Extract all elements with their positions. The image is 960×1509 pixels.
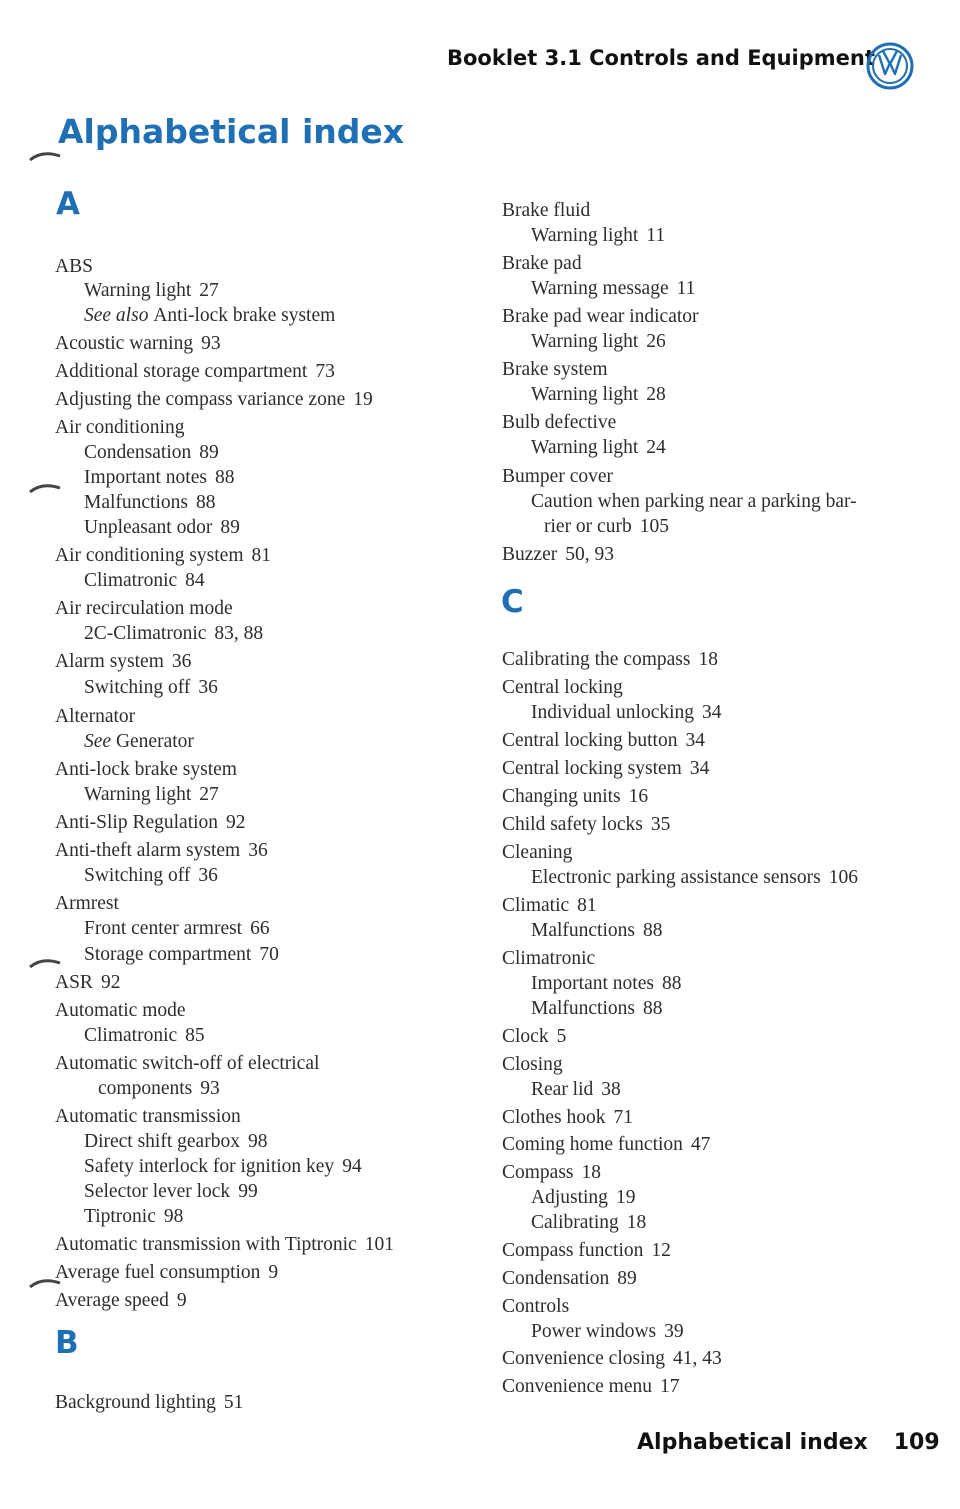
entry-term: Rear lid — [531, 1079, 594, 1100]
right-index-entry — [531, 1211, 646, 1235]
right-index-entry — [531, 1078, 621, 1102]
left-index-entry — [84, 676, 218, 700]
entry-term: Storage compartment — [84, 944, 252, 965]
entry-term: Condensation — [502, 1268, 610, 1289]
right-index-entry — [502, 252, 582, 276]
entry-term: Climatronic — [84, 570, 178, 591]
left-index-entry — [55, 332, 221, 356]
right-index-entry — [502, 676, 623, 700]
entry-page-number: 92 — [100, 972, 121, 993]
entry-term: Malfunctions — [531, 998, 635, 1019]
left-index-entry — [55, 1261, 278, 1285]
entry-page-number: 18 — [626, 1212, 647, 1233]
entry-term: Selector lever lock — [84, 1181, 231, 1202]
right-index-entry — [502, 813, 670, 837]
entry-page-number: 36 — [248, 840, 268, 861]
left-index-entry — [84, 864, 218, 888]
entry-term: Safety interlock for ignition key — [84, 1156, 335, 1177]
entry-term: Bulb defective — [502, 412, 617, 433]
entry-term: Important notes — [84, 467, 207, 488]
entry-term: Background lighting — [55, 1392, 216, 1413]
right-index-entry — [531, 277, 695, 301]
entry-term: Anti-Slip Regulation — [55, 812, 219, 833]
left-index-entry — [55, 971, 120, 995]
entry-page-number: 81 — [577, 895, 597, 916]
entry-page-number: 41, 43 — [673, 1348, 722, 1369]
left-index-entry — [84, 1130, 267, 1154]
entry-term: Child safety locks — [502, 814, 643, 835]
left-index-entry — [84, 783, 219, 807]
entry-page-number: 89 — [617, 1268, 637, 1289]
entry-term: Warning light — [84, 280, 192, 301]
entry-page-number: 98 — [163, 1206, 184, 1227]
left-index-entry — [55, 892, 119, 916]
entry-page-number: 19 — [353, 389, 373, 410]
entry-page-number: 92 — [226, 812, 246, 833]
see-reference-prefix: See — [84, 731, 116, 752]
left-index-entry — [55, 758, 237, 782]
right-index-entry — [502, 1025, 566, 1049]
right-index-entry — [531, 490, 857, 514]
entry-term: Generator — [115, 731, 194, 752]
margin-mark — [28, 955, 64, 975]
right-index-entry — [502, 1295, 569, 1319]
entry-term: Caution when parking near a parking bar- — [531, 491, 857, 512]
entry-term: Climatic — [502, 895, 570, 916]
left-index-entry — [55, 255, 93, 279]
right-index-entry — [502, 1267, 637, 1291]
entry-term: Power windows — [531, 1321, 657, 1342]
left-index-entry — [55, 388, 373, 412]
booklet-header: Booklet 3.1 Controls and Equipment — [447, 46, 875, 70]
entry-term: Alternator — [55, 706, 136, 727]
page-footer — [637, 1430, 940, 1455]
left-index-entry — [84, 622, 263, 646]
entry-page-number: 39 — [664, 1321, 684, 1342]
entry-term: Front center armrest — [84, 918, 243, 939]
left-index-entry — [55, 705, 135, 729]
entry-page-number: 73 — [315, 361, 335, 382]
entry-term: Armrest — [55, 893, 119, 914]
entry-term: Brake fluid — [502, 200, 591, 221]
left-index-entry — [55, 544, 271, 568]
entry-term: Acoustic warning — [55, 333, 194, 354]
right-index-entry — [502, 841, 572, 865]
entry-page-number: 36 — [171, 651, 192, 672]
entry-page-number: 16 — [628, 786, 649, 807]
entry-page-number: 12 — [651, 1240, 671, 1261]
page-title: Alphabetical index — [58, 112, 405, 151]
right-index-entry — [531, 866, 858, 890]
left-index-entry — [55, 416, 184, 440]
entry-page-number: 27 — [199, 784, 219, 805]
entry-term: Climatronic — [502, 948, 596, 969]
entry-term: Calibrating — [531, 1212, 619, 1233]
section-letter-a: A — [56, 186, 80, 222]
entry-term: Central locking system — [502, 758, 682, 779]
right-index-entry — [531, 1320, 684, 1344]
left-index-entry — [84, 730, 194, 754]
left-index-entry — [84, 279, 219, 303]
entry-page-number: 51 — [223, 1392, 244, 1413]
entry-page-number: 34 — [685, 730, 705, 751]
entry-term: Tiptronic — [84, 1206, 156, 1227]
entry-page-number: 35 — [650, 814, 671, 835]
entry-term: Anti-lock brake system — [55, 759, 237, 780]
entry-page-number: 34 — [689, 758, 710, 779]
entry-page-number: 26 — [646, 331, 666, 352]
entry-page-number: 9 — [176, 1290, 187, 1311]
right-index-entry — [502, 757, 709, 781]
entry-term: Automatic mode — [55, 1000, 186, 1021]
entry-term: Coming home function — [502, 1134, 683, 1155]
entry-term: Additional storage compartment — [55, 361, 308, 382]
entry-term: Compass — [502, 1162, 574, 1183]
entry-page-number: 85 — [185, 1025, 205, 1046]
right-index-entry — [502, 1106, 633, 1130]
right-index-entry — [502, 785, 648, 809]
entry-term: Cleaning — [502, 842, 573, 863]
entry-page-number: 28 — [646, 384, 666, 405]
left-index-entry — [84, 1024, 205, 1048]
entry-term: Climatronic — [84, 1025, 178, 1046]
vw-logo-icon — [866, 42, 914, 90]
entry-page-number: 38 — [601, 1079, 621, 1100]
left-index-entry — [84, 466, 234, 490]
left-index-entry — [84, 491, 215, 515]
left-index-entry — [84, 1155, 362, 1179]
entry-term: Brake pad — [502, 253, 582, 274]
entry-term: Central locking — [502, 677, 623, 698]
right-index-entry — [502, 465, 613, 489]
right-index-entry — [531, 224, 665, 248]
entry-term: Air conditioning system — [55, 545, 244, 566]
entry-term: Malfunctions — [531, 920, 635, 941]
entry-term: Anti-theft alarm system — [55, 840, 241, 861]
right-index-entry — [531, 330, 666, 354]
entry-term: Automatic transmission with Tiptronic — [55, 1234, 357, 1255]
left-index-entry — [55, 1052, 319, 1076]
right-index-entry — [502, 947, 595, 971]
entry-page-number: 11 — [646, 225, 666, 246]
left-index-entry — [55, 1233, 394, 1257]
page-number: 109 — [893, 1430, 940, 1455]
entry-page-number: 17 — [660, 1376, 680, 1397]
right-index-entry — [502, 199, 590, 223]
entry-page-number: 88 — [642, 998, 663, 1019]
entry-term: Convenience menu — [502, 1376, 652, 1397]
entry-term: Electronic parking assistance sensors — [531, 867, 821, 888]
right-index-entry — [502, 648, 718, 672]
entry-page-number: 71 — [613, 1107, 633, 1128]
entry-term: Alarm system — [55, 651, 164, 672]
right-index-entry — [502, 305, 699, 329]
entry-term: Convenience closing — [502, 1348, 665, 1369]
entry-term: Compass function — [502, 1240, 644, 1261]
entry-page-number: 9 — [268, 1262, 279, 1283]
right-index-entry — [531, 701, 722, 725]
entry-page-number: 88 — [661, 973, 682, 994]
entry-page-number: 47 — [690, 1134, 711, 1155]
entry-term: Switching off — [84, 677, 191, 698]
entry-term: Condensation — [84, 442, 192, 463]
entry-page-number: 88 — [642, 920, 663, 941]
entry-term: Calibrating the compass — [502, 649, 691, 670]
entry-page-number: 70 — [259, 944, 279, 965]
left-index-entry — [84, 441, 219, 465]
right-index-entry — [531, 436, 666, 460]
left-index-entry — [55, 1391, 243, 1415]
right-index-entry — [544, 515, 669, 539]
right-index-entry — [531, 1186, 635, 1210]
entry-term: Changing units — [502, 786, 621, 807]
entry-term: rier or curb — [544, 516, 632, 537]
left-index-entry — [84, 304, 335, 328]
left-index-entry — [55, 360, 335, 384]
entry-term: Warning light — [531, 437, 639, 458]
entry-term: Warning light — [531, 225, 639, 246]
margin-mark — [28, 148, 64, 168]
entry-page-number: 99 — [238, 1181, 258, 1202]
entry-term: Average fuel consumption — [55, 1262, 261, 1283]
entry-page-number: 105 — [639, 516, 669, 537]
entry-page-number: 94 — [342, 1156, 362, 1177]
entry-term: Brake pad wear indicator — [502, 306, 699, 327]
entry-term: Warning light — [531, 384, 639, 405]
entry-term: Individual unlocking — [531, 702, 695, 723]
entry-page-number: 36 — [198, 677, 218, 698]
entry-page-number: 93 — [200, 1078, 220, 1099]
left-index-entry — [84, 516, 240, 540]
entry-term: Clock — [502, 1026, 549, 1047]
left-index-entry — [55, 839, 268, 863]
entry-term: Adjusting — [531, 1187, 608, 1208]
entry-term: Air conditioning — [55, 417, 185, 438]
right-index-entry — [502, 894, 597, 918]
entry-page-number: 24 — [646, 437, 666, 458]
right-index-entry — [502, 1161, 601, 1185]
entry-page-number: 101 — [364, 1234, 394, 1255]
entry-term: Controls — [502, 1296, 570, 1317]
right-index-entry — [502, 358, 608, 382]
right-index-entry — [502, 1347, 722, 1371]
entry-term: ASR — [55, 972, 93, 993]
entry-page-number: 88 — [195, 492, 216, 513]
entry-page-number: 18 — [698, 649, 718, 670]
entry-term: Automatic switch-off of electrical — [55, 1053, 320, 1074]
entry-page-number: 89 — [220, 517, 240, 538]
left-index-entry — [98, 1077, 220, 1101]
left-index-entry — [84, 1180, 258, 1204]
entry-page-number: 106 — [828, 867, 858, 888]
right-index-entry — [531, 919, 662, 943]
entry-page-number: 83, 88 — [214, 623, 264, 644]
entry-page-number: 19 — [615, 1187, 636, 1208]
entry-term: Warning light — [531, 331, 639, 352]
section-letter-c: C — [501, 584, 524, 620]
entry-page-number: 34 — [702, 702, 722, 723]
entry-page-number: 81 — [251, 545, 271, 566]
left-index-entry — [55, 597, 233, 621]
left-index-entry — [55, 999, 186, 1023]
margin-mark — [28, 1275, 64, 1295]
entry-term: ABS — [55, 256, 93, 277]
entry-term: Automatic transmission — [55, 1106, 241, 1127]
entry-term: Warning light — [84, 784, 192, 805]
entry-term: components — [98, 1078, 193, 1099]
section-letter-b: B — [55, 1325, 79, 1361]
right-index-entry — [502, 411, 616, 435]
entry-page-number: 84 — [185, 570, 205, 591]
entry-page-number: 36 — [198, 865, 218, 886]
entry-term: Central locking button — [502, 730, 678, 751]
entry-term: Closing — [502, 1054, 563, 1075]
entry-page-number: 66 — [250, 918, 270, 939]
margin-mark — [28, 480, 64, 500]
entry-term: 2C-Climatronic — [84, 623, 207, 644]
right-index-entry — [502, 543, 614, 567]
see-reference-prefix: See also — [84, 305, 154, 326]
entry-page-number: 89 — [199, 442, 219, 463]
entry-term: Malfunctions — [84, 492, 188, 513]
right-index-entry — [502, 1133, 710, 1157]
entry-term: Unpleasant odor — [84, 517, 213, 538]
entry-term: Switching off — [84, 865, 191, 886]
entry-page-number: 98 — [247, 1131, 268, 1152]
left-index-entry — [55, 1105, 241, 1129]
entry-term: Clothes hook — [502, 1107, 606, 1128]
right-index-entry — [531, 997, 662, 1021]
left-index-entry — [55, 811, 246, 835]
entry-term: Important notes — [531, 973, 654, 994]
entry-term: Adjusting the compass variance zone — [55, 389, 346, 410]
right-index-entry — [502, 1053, 563, 1077]
entry-page-number: 93 — [201, 333, 221, 354]
entry-term: Brake system — [502, 359, 608, 380]
left-index-entry — [84, 1205, 183, 1229]
entry-page-number: 5 — [556, 1026, 567, 1047]
entry-term: Buzzer — [502, 544, 558, 565]
entry-term: Direct shift gearbox — [84, 1131, 240, 1152]
left-index-entry — [55, 650, 191, 674]
entry-term: Average speed — [55, 1290, 169, 1311]
left-index-entry — [55, 1289, 187, 1313]
left-index-entry — [84, 917, 270, 941]
right-index-entry — [502, 729, 705, 753]
footer-section-title: Alphabetical index — [637, 1430, 868, 1455]
entry-term: Warning message — [531, 278, 669, 299]
entry-page-number: 11 — [676, 278, 696, 299]
entry-page-number: 88 — [214, 467, 235, 488]
left-index-entry — [84, 569, 205, 593]
entry-page-number: 18 — [581, 1162, 602, 1183]
entry-term: Anti-lock brake system — [153, 305, 336, 326]
left-index-entry — [84, 943, 279, 967]
right-index-entry — [502, 1375, 680, 1399]
entry-term: Air recirculation mode — [55, 598, 233, 619]
right-index-entry — [502, 1239, 671, 1263]
right-index-entry — [531, 383, 666, 407]
entry-page-number: 50, 93 — [565, 544, 614, 565]
right-index-entry — [531, 972, 681, 996]
entry-term: Bumper cover — [502, 466, 614, 487]
entry-page-number: 27 — [199, 280, 219, 301]
